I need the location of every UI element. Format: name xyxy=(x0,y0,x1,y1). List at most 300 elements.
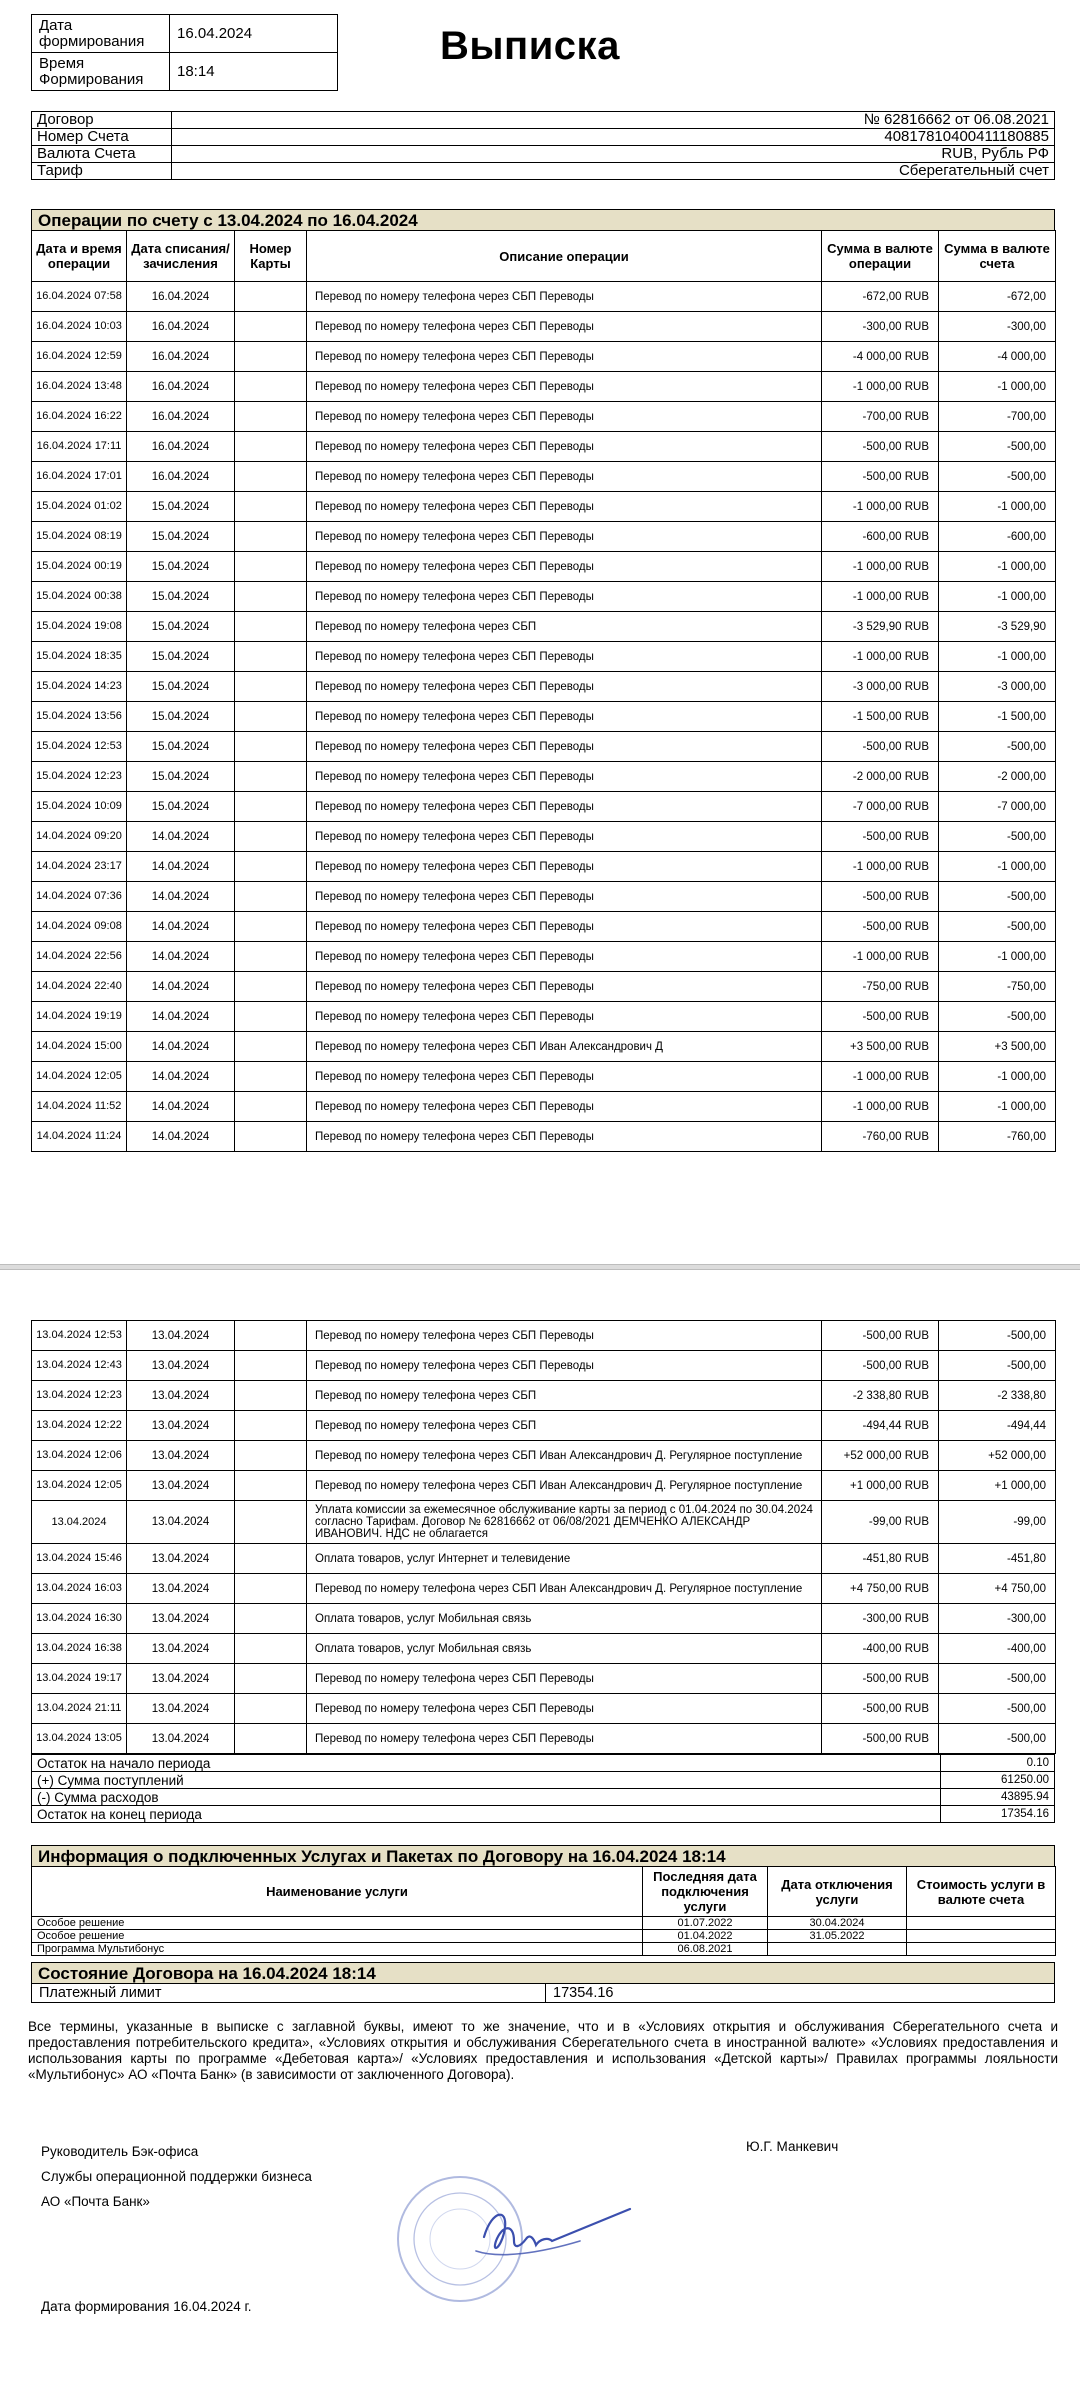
operation-datetime: 14.04.2024 09:08 xyxy=(32,912,127,942)
service-off-date: 31.05.2022 xyxy=(768,1930,907,1943)
summary-income-value: 61250.00 xyxy=(941,1772,1055,1789)
amount-op-currency: -500,00 RUB xyxy=(822,1351,939,1381)
operation-datetime: 15.04.2024 19:08 xyxy=(32,612,127,642)
table-row xyxy=(32,1471,1056,1501)
operation-datetime: 13.04.2024 13:05 xyxy=(32,1724,127,1754)
writeoff-date: 14.04.2024 xyxy=(127,852,235,882)
summary-expense-value: 43895.94 xyxy=(941,1789,1055,1806)
card-number xyxy=(235,1002,307,1032)
service-off-date: 30.04.2024 xyxy=(768,1917,907,1930)
amount-account-currency: -1 000,00 xyxy=(939,492,1056,522)
card-number xyxy=(235,1032,307,1062)
amount-account-currency: -1 000,00 xyxy=(939,642,1056,672)
operation-description: Перевод по номеру телефона через СБП Переводы xyxy=(307,732,822,762)
amount-account-currency: -700,00 xyxy=(939,402,1056,432)
card-number xyxy=(235,732,307,762)
card-number xyxy=(235,1544,307,1574)
writeoff-date: 13.04.2024 xyxy=(127,1634,235,1664)
amount-op-currency: -750,00 RUB xyxy=(822,972,939,1002)
writeoff-date: 16.04.2024 xyxy=(127,312,235,342)
amount-account-currency: -4 000,00 xyxy=(939,342,1056,372)
operation-description: Оплата товаров, услуг Интернет и телевидение xyxy=(307,1544,822,1574)
table-row xyxy=(32,462,1056,492)
card-number xyxy=(235,552,307,582)
amount-account-currency: -1 000,00 xyxy=(939,552,1056,582)
card-number xyxy=(235,402,307,432)
service-on-date: 06.08.2021 xyxy=(643,1943,768,1956)
writeoff-date: 13.04.2024 xyxy=(127,1724,235,1754)
amount-op-currency: -99,00 RUB xyxy=(822,1501,939,1544)
contract-value: № 62816662 от 06.08.2021 xyxy=(172,112,1055,129)
writeoff-date: 14.04.2024 xyxy=(127,1122,235,1152)
operation-description: Перевод по номеру телефона через СБП xyxy=(307,1381,822,1411)
service-off-date xyxy=(768,1943,907,1956)
card-number xyxy=(235,1501,307,1544)
operation-datetime: 13.04.2024 19:17 xyxy=(32,1664,127,1694)
amount-op-currency: -600,00 RUB xyxy=(822,522,939,552)
operation-datetime: 13.04.2024 12:22 xyxy=(32,1411,127,1441)
amount-account-currency: +1 000,00 xyxy=(939,1471,1056,1501)
writeoff-date: 16.04.2024 xyxy=(127,402,235,432)
col-service-cost: Стоимость услуги в валюте счета xyxy=(907,1867,1056,1917)
table-row xyxy=(32,882,1056,912)
operation-description: Перевод по номеру телефона через СБП Переводы xyxy=(307,492,822,522)
card-number xyxy=(235,882,307,912)
writeoff-date: 15.04.2024 xyxy=(127,702,235,732)
writeoff-date: 14.04.2024 xyxy=(127,822,235,852)
amount-account-currency: -3 529,90 xyxy=(939,612,1056,642)
card-number xyxy=(235,1471,307,1501)
amount-op-currency: -672,00 RUB xyxy=(822,282,939,312)
table-row xyxy=(32,1321,1056,1351)
operation-description: Перевод по номеру телефона через СБП xyxy=(307,612,822,642)
amount-account-currency: -400,00 xyxy=(939,1634,1056,1664)
writeoff-date: 13.04.2024 xyxy=(127,1501,235,1544)
service-name: Особое решение xyxy=(32,1917,643,1930)
operation-description: Перевод по номеру телефона через СБП Переводы xyxy=(307,672,822,702)
table-row xyxy=(32,552,1056,582)
amount-op-currency: -1 000,00 RUB xyxy=(822,582,939,612)
table-row xyxy=(32,1441,1056,1471)
table-row xyxy=(32,912,1056,942)
amount-op-currency: -500,00 RUB xyxy=(822,1002,939,1032)
header-box xyxy=(31,14,338,91)
card-number xyxy=(235,462,307,492)
summary-income-label: (+) Сумма поступлений xyxy=(32,1772,941,1789)
operation-description: Перевод по номеру телефона через СБП Переводы xyxy=(307,1351,822,1381)
operation-datetime: 14.04.2024 07:36 xyxy=(32,882,127,912)
writeoff-date: 13.04.2024 xyxy=(127,1664,235,1694)
operation-description: Перевод по номеру телефона через СБП Иван Александрович Д. Регулярное поступление xyxy=(307,1471,822,1501)
amount-account-currency: -1 500,00 xyxy=(939,702,1056,732)
service-cost xyxy=(907,1943,1056,1956)
amount-op-currency: -4 000,00 RUB xyxy=(822,342,939,372)
amount-op-currency: +4 750,00 RUB xyxy=(822,1574,939,1604)
summary-opening-value: 0.10 xyxy=(941,1755,1055,1772)
table-row xyxy=(32,522,1056,552)
amount-op-currency: -1 000,00 RUB xyxy=(822,372,939,402)
amount-account-currency: +52 000,00 xyxy=(939,1441,1056,1471)
card-number xyxy=(235,312,307,342)
operation-datetime: 14.04.2024 22:40 xyxy=(32,972,127,1002)
operation-datetime: 15.04.2024 10:09 xyxy=(32,792,127,822)
amount-account-currency: -500,00 xyxy=(939,1351,1056,1381)
col-card-number: Номер Карты xyxy=(235,231,307,282)
time-label: Время Формирования xyxy=(32,53,170,91)
operation-datetime: 15.04.2024 13:56 xyxy=(32,702,127,732)
statement-page-2 xyxy=(0,1270,1080,2400)
card-number xyxy=(235,342,307,372)
operation-datetime: 13.04.2024 12:06 xyxy=(32,1441,127,1471)
operation-datetime: 16.04.2024 17:11 xyxy=(32,432,127,462)
operation-datetime: 13.04.2024 16:30 xyxy=(32,1604,127,1634)
table-row xyxy=(32,1943,1056,1956)
signature-line-1: Руководитель Бэк-офиса xyxy=(41,2144,199,2159)
col-service-on-date: Последняя дата подключения услуги xyxy=(643,1867,768,1917)
amount-account-currency: -2 338,80 xyxy=(939,1381,1056,1411)
operation-datetime: 15.04.2024 00:19 xyxy=(32,552,127,582)
operation-datetime: 15.04.2024 18:35 xyxy=(32,642,127,672)
date-label: Дата формирования xyxy=(32,15,170,53)
table-row xyxy=(32,822,1056,852)
amount-op-currency: -500,00 RUB xyxy=(822,882,939,912)
operation-description: Перевод по номеру телефона через СБП Переводы xyxy=(307,522,822,552)
operation-description: Перевод по номеру телефона через СБП Переводы xyxy=(307,882,822,912)
col-amount-account-currency: Сумма в валюте счета xyxy=(939,231,1056,282)
card-number xyxy=(235,672,307,702)
operation-description: Перевод по номеру телефона через СБП xyxy=(307,1411,822,1441)
account-number-label: Номер Счета xyxy=(32,129,172,146)
card-number xyxy=(235,372,307,402)
writeoff-date: 16.04.2024 xyxy=(127,462,235,492)
writeoff-date: 13.04.2024 xyxy=(127,1544,235,1574)
card-number xyxy=(235,1604,307,1634)
amount-op-currency: +52 000,00 RUB xyxy=(822,1441,939,1471)
summary-closing-value: 17354.16 xyxy=(941,1806,1055,1823)
card-number xyxy=(235,1321,307,1351)
amount-account-currency: -500,00 xyxy=(939,1724,1056,1754)
writeoff-date: 15.04.2024 xyxy=(127,522,235,552)
bank-stamp-and-signature xyxy=(380,2149,640,2329)
card-number xyxy=(235,1694,307,1724)
signature-block xyxy=(41,2139,312,2214)
operations-section-title: Операции по счету с 13.04.2024 по 16.04.2024 xyxy=(31,209,1055,230)
amount-op-currency: -500,00 RUB xyxy=(822,912,939,942)
amount-account-currency: -1 000,00 xyxy=(939,852,1056,882)
amount-account-currency: -500,00 xyxy=(939,912,1056,942)
operation-datetime: 14.04.2024 11:52 xyxy=(32,1092,127,1122)
amount-account-currency: -500,00 xyxy=(939,1002,1056,1032)
operation-description: Перевод по номеру телефона через СБП Переводы xyxy=(307,552,822,582)
amount-op-currency: -700,00 RUB xyxy=(822,402,939,432)
amount-op-currency: -500,00 RUB xyxy=(822,822,939,852)
operation-datetime: 15.04.2024 08:19 xyxy=(32,522,127,552)
amount-op-currency: -3 000,00 RUB xyxy=(822,672,939,702)
writeoff-date: 13.04.2024 xyxy=(127,1411,235,1441)
operation-datetime: 14.04.2024 22:56 xyxy=(32,942,127,972)
amount-op-currency: -500,00 RUB xyxy=(822,432,939,462)
amount-account-currency: -500,00 xyxy=(939,462,1056,492)
table-row xyxy=(32,852,1056,882)
amount-op-currency: -1 000,00 RUB xyxy=(822,552,939,582)
card-number xyxy=(235,852,307,882)
table-row xyxy=(32,1574,1056,1604)
amount-op-currency: -7 000,00 RUB xyxy=(822,792,939,822)
amount-account-currency: -500,00 xyxy=(939,1694,1056,1724)
table-row xyxy=(32,1351,1056,1381)
amount-op-currency: -1 000,00 RUB xyxy=(822,852,939,882)
card-number xyxy=(235,912,307,942)
operation-description: Перевод по номеру телефона через СБП Переводы xyxy=(307,1062,822,1092)
operation-description: Уплата комиссии за ежемесячное обслуживание карты за период с 01.04.2024 по 30.04.2024 согласно Тарифам. Договор № 62816662 от 06/08/2021 ДЕМЧЕНКО АЛЕКСАНДР ИВАНОВИЧ. НДС не облагается xyxy=(307,1501,822,1544)
table-row xyxy=(32,1092,1056,1122)
amount-account-currency: -494,44 xyxy=(939,1411,1056,1441)
operation-datetime: 15.04.2024 12:53 xyxy=(32,732,127,762)
amount-op-currency: -1 500,00 RUB xyxy=(822,702,939,732)
table-row xyxy=(32,972,1056,1002)
card-number xyxy=(235,1092,307,1122)
writeoff-date: 15.04.2024 xyxy=(127,492,235,522)
writeoff-date: 14.04.2024 xyxy=(127,972,235,1002)
amount-account-currency: -1 000,00 xyxy=(939,582,1056,612)
operation-description: Перевод по номеру телефона через СБП Переводы xyxy=(307,1694,822,1724)
amount-op-currency: -500,00 RUB xyxy=(822,1321,939,1351)
amount-account-currency: -500,00 xyxy=(939,822,1056,852)
operation-description: Перевод по номеру телефона через СБП Иван Александрович Д. Регулярное поступление xyxy=(307,1441,822,1471)
writeoff-date: 14.04.2024 xyxy=(127,1032,235,1062)
card-number xyxy=(235,612,307,642)
table-row xyxy=(32,612,1056,642)
operation-datetime: 14.04.2024 15:00 xyxy=(32,1032,127,1062)
amount-account-currency: -1 000,00 xyxy=(939,1092,1056,1122)
table-row xyxy=(32,1062,1056,1092)
amount-account-currency: -3 000,00 xyxy=(939,672,1056,702)
card-number xyxy=(235,522,307,552)
payment-limit-label: Платежный лимит xyxy=(32,1984,546,2003)
writeoff-date: 15.04.2024 xyxy=(127,612,235,642)
table-row xyxy=(32,1002,1056,1032)
amount-account-currency: -750,00 xyxy=(939,972,1056,1002)
operation-description: Перевод по номеру телефона через СБП Иван Александрович Д xyxy=(307,1032,822,1062)
operation-description: Перевод по номеру телефона через СБП Переводы xyxy=(307,432,822,462)
writeoff-date: 14.04.2024 xyxy=(127,1062,235,1092)
operation-datetime: 13.04.2024 12:53 xyxy=(32,1321,127,1351)
table-row xyxy=(32,1381,1056,1411)
operation-description: Перевод по номеру телефона через СБП Переводы xyxy=(307,702,822,732)
table-row xyxy=(32,282,1056,312)
signature-line-3: АО «Почта Банк» xyxy=(41,2194,150,2209)
table-row xyxy=(32,792,1056,822)
table-row xyxy=(32,1411,1056,1441)
tariff-value: Сберегательный счет xyxy=(172,163,1055,180)
operation-datetime: 16.04.2024 13:48 xyxy=(32,372,127,402)
writeoff-date: 14.04.2024 xyxy=(127,912,235,942)
operation-description: Перевод по номеру телефона через СБП Переводы xyxy=(307,942,822,972)
terms-paragraph: Все термины, указанные в выписке с заглавной буквы, имеют то же значение, что и в «Условиях открытия и обслуживания Сберегательного счета и предоставления потребительского кредита», «Условиях открытия и обслуживания Сберегательного счета в иностранной валюте» «Условиях предоставления и использования карты по программе «Дебетовая карта»/ «Условиях предоставления и использования «Детской карты»/ Правилах программы лояльности «Мультибонус» АО «Почта Банк» (в зависимости от заключенного Договора). xyxy=(28,2019,1058,2082)
col-service-name: Наименование услуги xyxy=(32,1867,643,1917)
card-number xyxy=(235,942,307,972)
table-row xyxy=(32,492,1056,522)
writeoff-date: 14.04.2024 xyxy=(127,882,235,912)
amount-account-currency: -500,00 xyxy=(939,1664,1056,1694)
card-number xyxy=(235,642,307,672)
contract-label: Договор xyxy=(32,112,172,129)
operation-description: Перевод по номеру телефона через СБП Переводы xyxy=(307,1002,822,1032)
tariff-label: Тариф xyxy=(32,163,172,180)
writeoff-date: 16.04.2024 xyxy=(127,432,235,462)
operation-description: Перевод по номеру телефона через СБП Переводы xyxy=(307,402,822,432)
operation-datetime: 15.04.2024 00:38 xyxy=(32,582,127,612)
table-row xyxy=(32,1122,1056,1152)
operation-datetime: 14.04.2024 12:05 xyxy=(32,1062,127,1092)
operation-datetime: 16.04.2024 12:59 xyxy=(32,342,127,372)
writeoff-date: 15.04.2024 xyxy=(127,792,235,822)
date-value: 16.04.2024 xyxy=(170,15,338,53)
card-number xyxy=(235,972,307,1002)
card-number xyxy=(235,1664,307,1694)
card-number xyxy=(235,582,307,612)
col-datetime: Дата и время операции xyxy=(32,231,127,282)
operation-description: Перевод по номеру телефона через СБП Переводы xyxy=(307,582,822,612)
writeoff-date: 13.04.2024 xyxy=(127,1471,235,1501)
operations-table xyxy=(31,230,1056,1152)
table-row xyxy=(32,1634,1056,1664)
service-on-date: 01.07.2022 xyxy=(643,1917,768,1930)
operation-description: Перевод по номеру телефона через СБП Переводы xyxy=(307,312,822,342)
service-cost xyxy=(907,1930,1056,1943)
amount-op-currency: -500,00 RUB xyxy=(822,462,939,492)
operation-datetime: 16.04.2024 16:22 xyxy=(32,402,127,432)
contract-state-title: Состояние Договора на 16.04.2024 18:14 xyxy=(31,1962,1055,1983)
table-row xyxy=(32,672,1056,702)
amount-account-currency: -500,00 xyxy=(939,732,1056,762)
amount-op-currency: -760,00 RUB xyxy=(822,1122,939,1152)
operation-description: Перевод по номеру телефона через СБП Переводы xyxy=(307,462,822,492)
writeoff-date: 13.04.2024 xyxy=(127,1441,235,1471)
operation-description: Перевод по номеру телефона через СБП Переводы xyxy=(307,282,822,312)
amount-account-currency: -672,00 xyxy=(939,282,1056,312)
table-row xyxy=(32,1501,1056,1544)
operation-description: Перевод по номеру телефона через СБП Переводы xyxy=(307,642,822,672)
amount-op-currency: -2 338,80 RUB xyxy=(822,1381,939,1411)
card-number xyxy=(235,822,307,852)
table-row xyxy=(32,432,1056,462)
card-number xyxy=(235,1062,307,1092)
amount-account-currency: -600,00 xyxy=(939,522,1056,552)
operation-description: Оплата товаров, услуг Мобильная связь xyxy=(307,1634,822,1664)
card-number xyxy=(235,1724,307,1754)
operation-description: Оплата товаров, услуг Мобильная связь xyxy=(307,1604,822,1634)
amount-account-currency: -1 000,00 xyxy=(939,372,1056,402)
card-number xyxy=(235,1351,307,1381)
operation-datetime: 13.04.2024 12:23 xyxy=(32,1381,127,1411)
operation-datetime: 16.04.2024 17:01 xyxy=(32,462,127,492)
writeoff-date: 15.04.2024 xyxy=(127,642,235,672)
card-number xyxy=(235,762,307,792)
signer-name: Ю.Г. Манкевич xyxy=(746,2139,839,2154)
writeoff-date: 13.04.2024 xyxy=(127,1381,235,1411)
summary-table xyxy=(31,1754,1055,1823)
operation-description: Перевод по номеру телефона через СБП Переводы xyxy=(307,762,822,792)
service-cost xyxy=(907,1917,1056,1930)
operation-datetime: 13.04.2024 12:05 xyxy=(32,1471,127,1501)
footer-date: Дата формирования 16.04.2024 г. xyxy=(41,2299,252,2314)
amount-op-currency: -494,44 RUB xyxy=(822,1411,939,1441)
operation-datetime: 16.04.2024 10:03 xyxy=(32,312,127,342)
col-writeoff-date: Дата списания/ зачисления xyxy=(127,231,235,282)
operation-datetime: 15.04.2024 14:23 xyxy=(32,672,127,702)
col-amount-op-currency: Сумма в валюте операции xyxy=(822,231,939,282)
writeoff-date: 15.04.2024 xyxy=(127,552,235,582)
service-name: Особое решение xyxy=(32,1930,643,1943)
table-row xyxy=(32,1664,1056,1694)
col-service-off-date: Дата отключения услуги xyxy=(768,1867,907,1917)
currency-label: Валюта Счета xyxy=(32,146,172,163)
amount-account-currency: -300,00 xyxy=(939,312,1056,342)
table-row xyxy=(32,312,1056,342)
card-number xyxy=(235,792,307,822)
table-row xyxy=(32,1544,1056,1574)
card-number xyxy=(235,1122,307,1152)
amount-op-currency: -1 000,00 RUB xyxy=(822,942,939,972)
amount-account-currency: +4 750,00 xyxy=(939,1574,1056,1604)
contract-state-table xyxy=(31,1983,1055,2003)
operation-datetime: 14.04.2024 23:17 xyxy=(32,852,127,882)
table-row xyxy=(32,702,1056,732)
amount-account-currency: -1 000,00 xyxy=(939,1062,1056,1092)
operation-datetime: 13.04.2024 16:03 xyxy=(32,1574,127,1604)
card-number xyxy=(235,432,307,462)
operation-datetime: 13.04.2024 12:43 xyxy=(32,1351,127,1381)
operation-datetime: 13.04.2024 21:11 xyxy=(32,1694,127,1724)
amount-account-currency: -500,00 xyxy=(939,882,1056,912)
operation-description: Перевод по номеру телефона через СБП Переводы xyxy=(307,342,822,372)
amount-op-currency: -500,00 RUB xyxy=(822,1694,939,1724)
amount-account-currency: -760,00 xyxy=(939,1122,1056,1152)
operation-datetime: 14.04.2024 11:24 xyxy=(32,1122,127,1152)
amount-account-currency: -500,00 xyxy=(939,1321,1056,1351)
amount-account-currency: -1 000,00 xyxy=(939,942,1056,972)
writeoff-date: 13.04.2024 xyxy=(127,1351,235,1381)
writeoff-date: 13.04.2024 xyxy=(127,1574,235,1604)
summary-expense-label: (-) Сумма расходов xyxy=(32,1789,941,1806)
amount-op-currency: -2 000,00 RUB xyxy=(822,762,939,792)
table-row xyxy=(32,372,1056,402)
document-title: Выписка xyxy=(440,24,620,68)
amount-op-currency: -1 000,00 RUB xyxy=(822,1092,939,1122)
currency-value: RUB, Рубль РФ xyxy=(172,146,1055,163)
table-row xyxy=(32,1930,1056,1943)
operation-datetime: 13.04.2024 xyxy=(32,1501,127,1544)
writeoff-date: 16.04.2024 xyxy=(127,372,235,402)
writeoff-date: 15.04.2024 xyxy=(127,582,235,612)
table-row xyxy=(32,762,1056,792)
service-on-date: 01.04.2022 xyxy=(643,1930,768,1943)
writeoff-date: 15.04.2024 xyxy=(127,672,235,702)
time-value: 18:14 xyxy=(170,53,338,91)
amount-account-currency: -2 000,00 xyxy=(939,762,1056,792)
card-number xyxy=(235,702,307,732)
services-section-title: Информация о подключенных Услугах и Пакетах по Договору на 16.04.2024 18:14 xyxy=(31,1845,1055,1866)
amount-op-currency: +3 500,00 RUB xyxy=(822,1032,939,1062)
table-row xyxy=(32,732,1056,762)
amount-op-currency: -451,80 RUB xyxy=(822,1544,939,1574)
amount-op-currency: -500,00 RUB xyxy=(822,1724,939,1754)
service-name: Программа Мультибонус xyxy=(32,1943,643,1956)
operation-description: Перевод по номеру телефона через СБП Переводы xyxy=(307,912,822,942)
operation-description: Перевод по номеру телефона через СБП Переводы xyxy=(307,1724,822,1754)
writeoff-date: 14.04.2024 xyxy=(127,1002,235,1032)
